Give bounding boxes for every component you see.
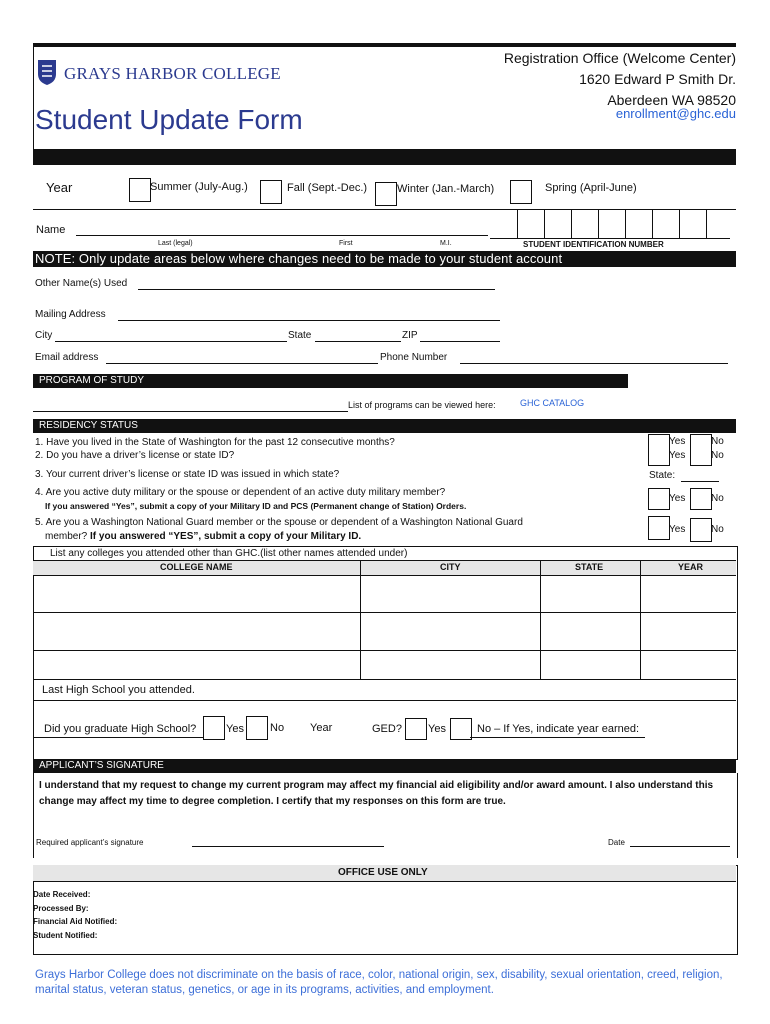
phone-field[interactable] xyxy=(460,363,728,364)
office-address xyxy=(504,48,736,121)
catalog-link[interactable]: GHC CATALOG xyxy=(520,398,585,408)
name-sublabel-last: Last (legal) xyxy=(158,240,193,247)
hs-no-label: No xyxy=(270,722,285,734)
q1-q2-yes-box[interactable] xyxy=(648,434,670,466)
program-header: PROGRAM OF STUDY xyxy=(33,374,628,388)
residency-q2: 2. Do you have a driver’s license or state ID? xyxy=(35,450,235,461)
phone-label: Phone Number xyxy=(380,352,448,363)
city-label: City xyxy=(35,330,53,341)
col-city: CITY xyxy=(440,562,461,572)
residency-header: RESIDENCY STATUS xyxy=(33,419,736,433)
q3-state-label: State: xyxy=(649,470,676,481)
checkbox-summer[interactable] xyxy=(129,178,151,202)
year-option-winter: Winter (Jan.-March) xyxy=(397,183,495,195)
q5-yes-box[interactable] xyxy=(648,516,670,540)
checkbox-winter[interactable] xyxy=(375,182,397,206)
zip-label: ZIP xyxy=(402,330,418,341)
q2-yes-label: Yes xyxy=(669,450,686,461)
catalog-text: List of programs can be viewed here: xyxy=(348,400,496,410)
other-names-label: Other Name(s) Used xyxy=(35,278,128,289)
other-names-field[interactable] xyxy=(138,289,495,290)
name-label: Name xyxy=(36,224,66,236)
ged-no-box[interactable] xyxy=(450,718,472,740)
office-email[interactable]: enrollment@ghc.edu xyxy=(615,106,736,121)
last-hs-label: Last High School you attended. xyxy=(42,684,195,696)
office-use-fields xyxy=(33,888,117,942)
footer-disclaimer: Grays Harbor College does not discriminate on the basis of race, color, national origin, sex, disability, sexual orientation, creed, religion, marital status, veteran status, genetics, or age in its programs, activities, and employment. xyxy=(35,969,723,996)
email-field[interactable] xyxy=(106,363,378,364)
city-field[interactable] xyxy=(55,341,287,342)
mailing-label: Mailing Address xyxy=(35,309,106,320)
mailing-field[interactable] xyxy=(118,320,500,321)
office-use-header: OFFICE USE ONLY xyxy=(338,867,428,878)
state-field[interactable] xyxy=(315,341,401,342)
note-bar xyxy=(33,251,736,267)
ged-yes-label: Yes xyxy=(428,723,446,735)
signature-label: Required applicant’s signature xyxy=(36,838,144,847)
top-rule xyxy=(33,43,736,47)
page-title: Student Update Form xyxy=(35,104,303,135)
header-band xyxy=(33,149,736,165)
colleges-intro: List any colleges you attended other than GHC.(list other names attended under) xyxy=(50,548,408,559)
q4-no-box[interactable] xyxy=(690,488,712,510)
residency-q4: 4. Are you active duty military or the spouse or dependent of an active duty military member? xyxy=(35,487,446,498)
q2-no-label: No xyxy=(711,450,724,461)
residency-q5b xyxy=(45,531,361,542)
date-label: Date xyxy=(608,838,625,847)
office-field-processed-by: Processed By: xyxy=(33,903,89,913)
col-year: YEAR xyxy=(678,562,704,572)
note-text: NOTE: Only update areas below where changes need to be made to your student account xyxy=(35,251,563,266)
q1-yes-label: Yes xyxy=(669,436,686,447)
graduate-label: Did you graduate High School? xyxy=(44,723,197,735)
left-rule xyxy=(33,47,34,159)
program-field[interactable] xyxy=(33,411,348,412)
hs-yes-label: Yes xyxy=(226,723,244,735)
col-college-name: COLLEGE NAME xyxy=(160,562,233,572)
hs-year-label: Year xyxy=(310,722,333,734)
residency-q3: 3. Your current driver’s license or state ID was issued in which state? xyxy=(35,469,340,480)
q4-no-label: No xyxy=(711,493,724,504)
residency-q4-note: If you answered “Yes”, submit a copy of your Military ID and PCS (Permanent change of Station) Orders. xyxy=(45,501,467,511)
name-sublabel-sid: STUDENT IDENTIFICATION NUMBER xyxy=(523,240,664,249)
ged-year-rule xyxy=(470,737,645,738)
name-sublabel-mi: M.I. xyxy=(440,240,452,247)
residency-q5a: 5. Are you a Washington National Guard member or the spouse or dependent of a Washington National Guard xyxy=(35,517,523,528)
q4-yes-label: Yes xyxy=(669,493,686,504)
checkbox-fall[interactable] xyxy=(260,180,282,204)
office-line-3: Aberdeen WA 98520 xyxy=(607,92,736,108)
logo-wordmark: GRAYS HARBOR COLLEGE xyxy=(64,64,281,83)
office-line-1: Registration Office (Welcome Center) xyxy=(503,50,736,66)
year-option-summer: Summer (July-Aug.) xyxy=(150,181,248,193)
ged-yes-box[interactable] xyxy=(405,718,427,740)
signature-header: APPLICANT’S SIGNATURE xyxy=(33,759,736,773)
q3-state-field[interactable] xyxy=(681,481,719,482)
college-row-3[interactable] xyxy=(33,650,736,680)
state-label: State xyxy=(288,330,312,341)
office-field-student-notified: Student Notified: xyxy=(33,930,98,940)
zip-field[interactable] xyxy=(420,341,500,342)
q4-yes-box[interactable] xyxy=(648,488,670,510)
office-field-fa-notified: Financial Aid Notified: xyxy=(33,917,118,926)
residency-q1: 1. Have you lived in the State of Washington for the past 12 consecutive months? xyxy=(35,437,395,448)
college-logo xyxy=(36,58,281,88)
year-option-fall: Fall (Sept.-Dec.) xyxy=(287,182,368,194)
crest-icon xyxy=(36,58,58,86)
q5-no-label: No xyxy=(711,524,724,535)
college-row-2[interactable] xyxy=(33,612,736,651)
q5b-bold: If you answered “YES”, submit a copy of your Military ID. xyxy=(90,531,362,542)
q5b-prefix: member? xyxy=(45,531,88,542)
student-id-boxes[interactable] xyxy=(490,210,730,238)
ged-label: GED? xyxy=(372,723,402,735)
office-line-2: 1620 Edward P Smith Dr. xyxy=(579,71,736,87)
year-label: Year xyxy=(46,180,73,195)
name-sublabel-first: First xyxy=(339,240,353,247)
checkbox-spring[interactable] xyxy=(510,180,532,204)
col-state: STATE xyxy=(575,562,604,572)
q1-q2-no-box[interactable] xyxy=(690,434,712,466)
college-row-1[interactable] xyxy=(33,574,736,613)
signature-section-border xyxy=(33,773,738,858)
office-field-date-received: Date Received: xyxy=(33,890,91,899)
last-hs-field[interactable] xyxy=(33,700,736,701)
name-field[interactable] xyxy=(76,235,488,236)
graduate-row-rule xyxy=(33,737,203,738)
year-option-spring: Spring (April-June) xyxy=(545,182,637,194)
ged-no-label: No – If Yes, indicate year earned: xyxy=(477,723,640,735)
hs-no-box[interactable] xyxy=(246,716,268,740)
signature-statement: I understand that my request to change my current program may affect my financial aid eligibility and/or award amount. I also understand this change may affect my time to degree completion. I certify that my responses on this form are true. xyxy=(39,780,714,807)
email-label: Email address xyxy=(35,352,99,363)
hs-yes-box[interactable] xyxy=(203,716,225,740)
q5-yes-label: Yes xyxy=(669,524,686,535)
q1-no-label: No xyxy=(711,436,724,447)
q5-no-box[interactable] xyxy=(690,518,712,542)
